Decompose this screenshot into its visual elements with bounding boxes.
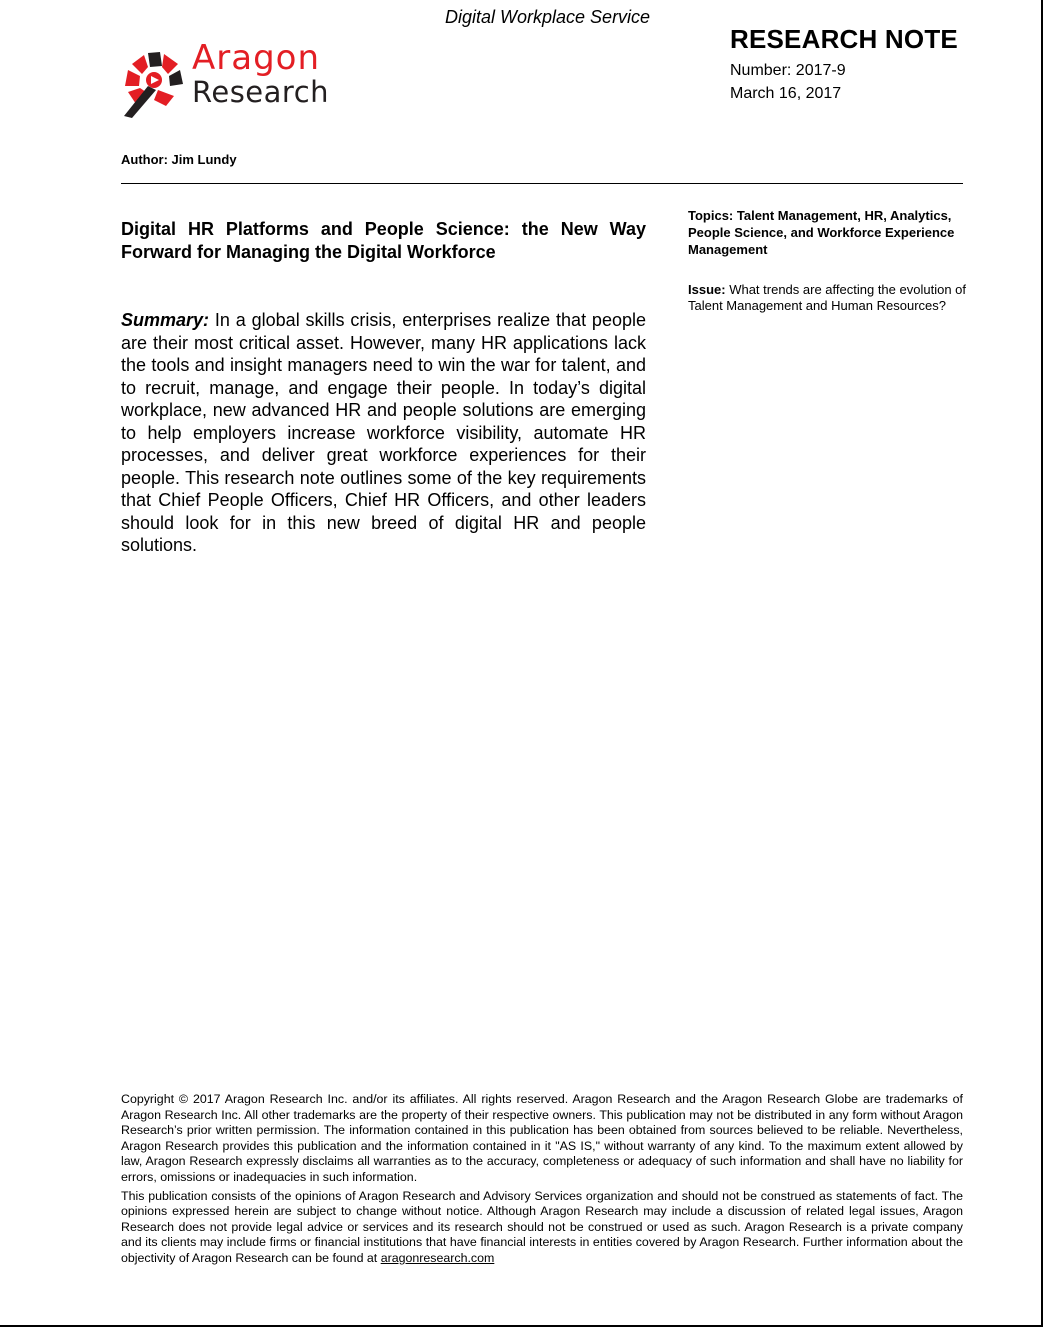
disclaimer-text: This publication consists of the opinions of Aragon Research and Advisory Services organization and should not be construed as statements of fact. The opinions expressed herein are subject to change without notice. Although Aragon Research may include a discussion of related legal issues, Aragon Research does not provide legal advice or services and its research should not be construed or used as such. Aragon Research is a private company and its clients may include firms or financial institutions that have financial interests in entities covered by Aragon Research. Further information about the objectivity of Aragon Research can be found at	[121, 1188, 963, 1265]
logo-wordmark-research: Research	[192, 75, 330, 109]
topics-list: Topics: Talent Management, HR, Analytics, People Science, and Workforce Experience Management	[688, 208, 955, 257]
disclaimer-notice	[121, 1189, 963, 1267]
logo-wordmark-aragon: Aragon	[192, 38, 321, 78]
header-divider	[121, 183, 963, 184]
copyright-notice: Copyright © 2017 Aragon Research Inc. and/or its affiliates. All rights reserved. Aragon Research and the Aragon Research Globe are trademarks of Aragon Research Inc. All other trademarks are the property of their respective owners. This publication may not be distributed in any form without Aragon Research’s prior written permission. The information contained in this publication has been obtained from sources believed to be reliable. Nevertheless, Aragon Research provides this publication and the information contained in it "AS IS," without warranty of any kind. To the maximum extent allowed by law, Aragon Research expressly disclaims all warranties as to the accuracy, completeness or adequacy of such information and shall have no liability for errors, omissions or inadequacies in such information.	[121, 1092, 963, 1184]
aragon-research-logo	[120, 38, 370, 120]
note-type-heading: RESEARCH NOTE	[730, 24, 958, 54]
issue-text: What trends are affecting the evolution of Talent Management and Human Resources?	[688, 282, 966, 313]
service-name: Digital Workplace Service	[445, 7, 651, 27]
summary-paragraph	[121, 309, 646, 557]
note-number: Number: 2017-9	[730, 62, 846, 79]
aragon-website-link[interactable]: aragonresearch.com	[380, 1250, 495, 1265]
legal-footer	[121, 1092, 963, 1270]
issue-label: Issue:	[688, 282, 726, 297]
document-title: Digital HR Platforms and People Science: the New Way Forward for Managing the Digital Workforce	[121, 219, 646, 262]
note-date: March 16, 2017	[730, 85, 842, 102]
author-line: Author: Jim Lundy	[121, 152, 237, 167]
issue-statement	[688, 282, 973, 314]
summary-text: In a global skills crisis, enterprises realize that people are their most critical asset. However, many HR applications lack the tools and insight managers need to win the war for talent, and to recruit, manage, and engage their people. In today’s digital workplace, new advanced HR and people solutions are emerging to help employers increase workforce visibility, automate HR processes, and deliver great workforce experiences for their people. This research note outlines some of the key requirements that Chief People Officers, Chief HR Officers, and other leaders should look for in this new breed of digital HR and people solutions.	[121, 310, 646, 555]
summary-label: Summary:	[121, 310, 210, 330]
